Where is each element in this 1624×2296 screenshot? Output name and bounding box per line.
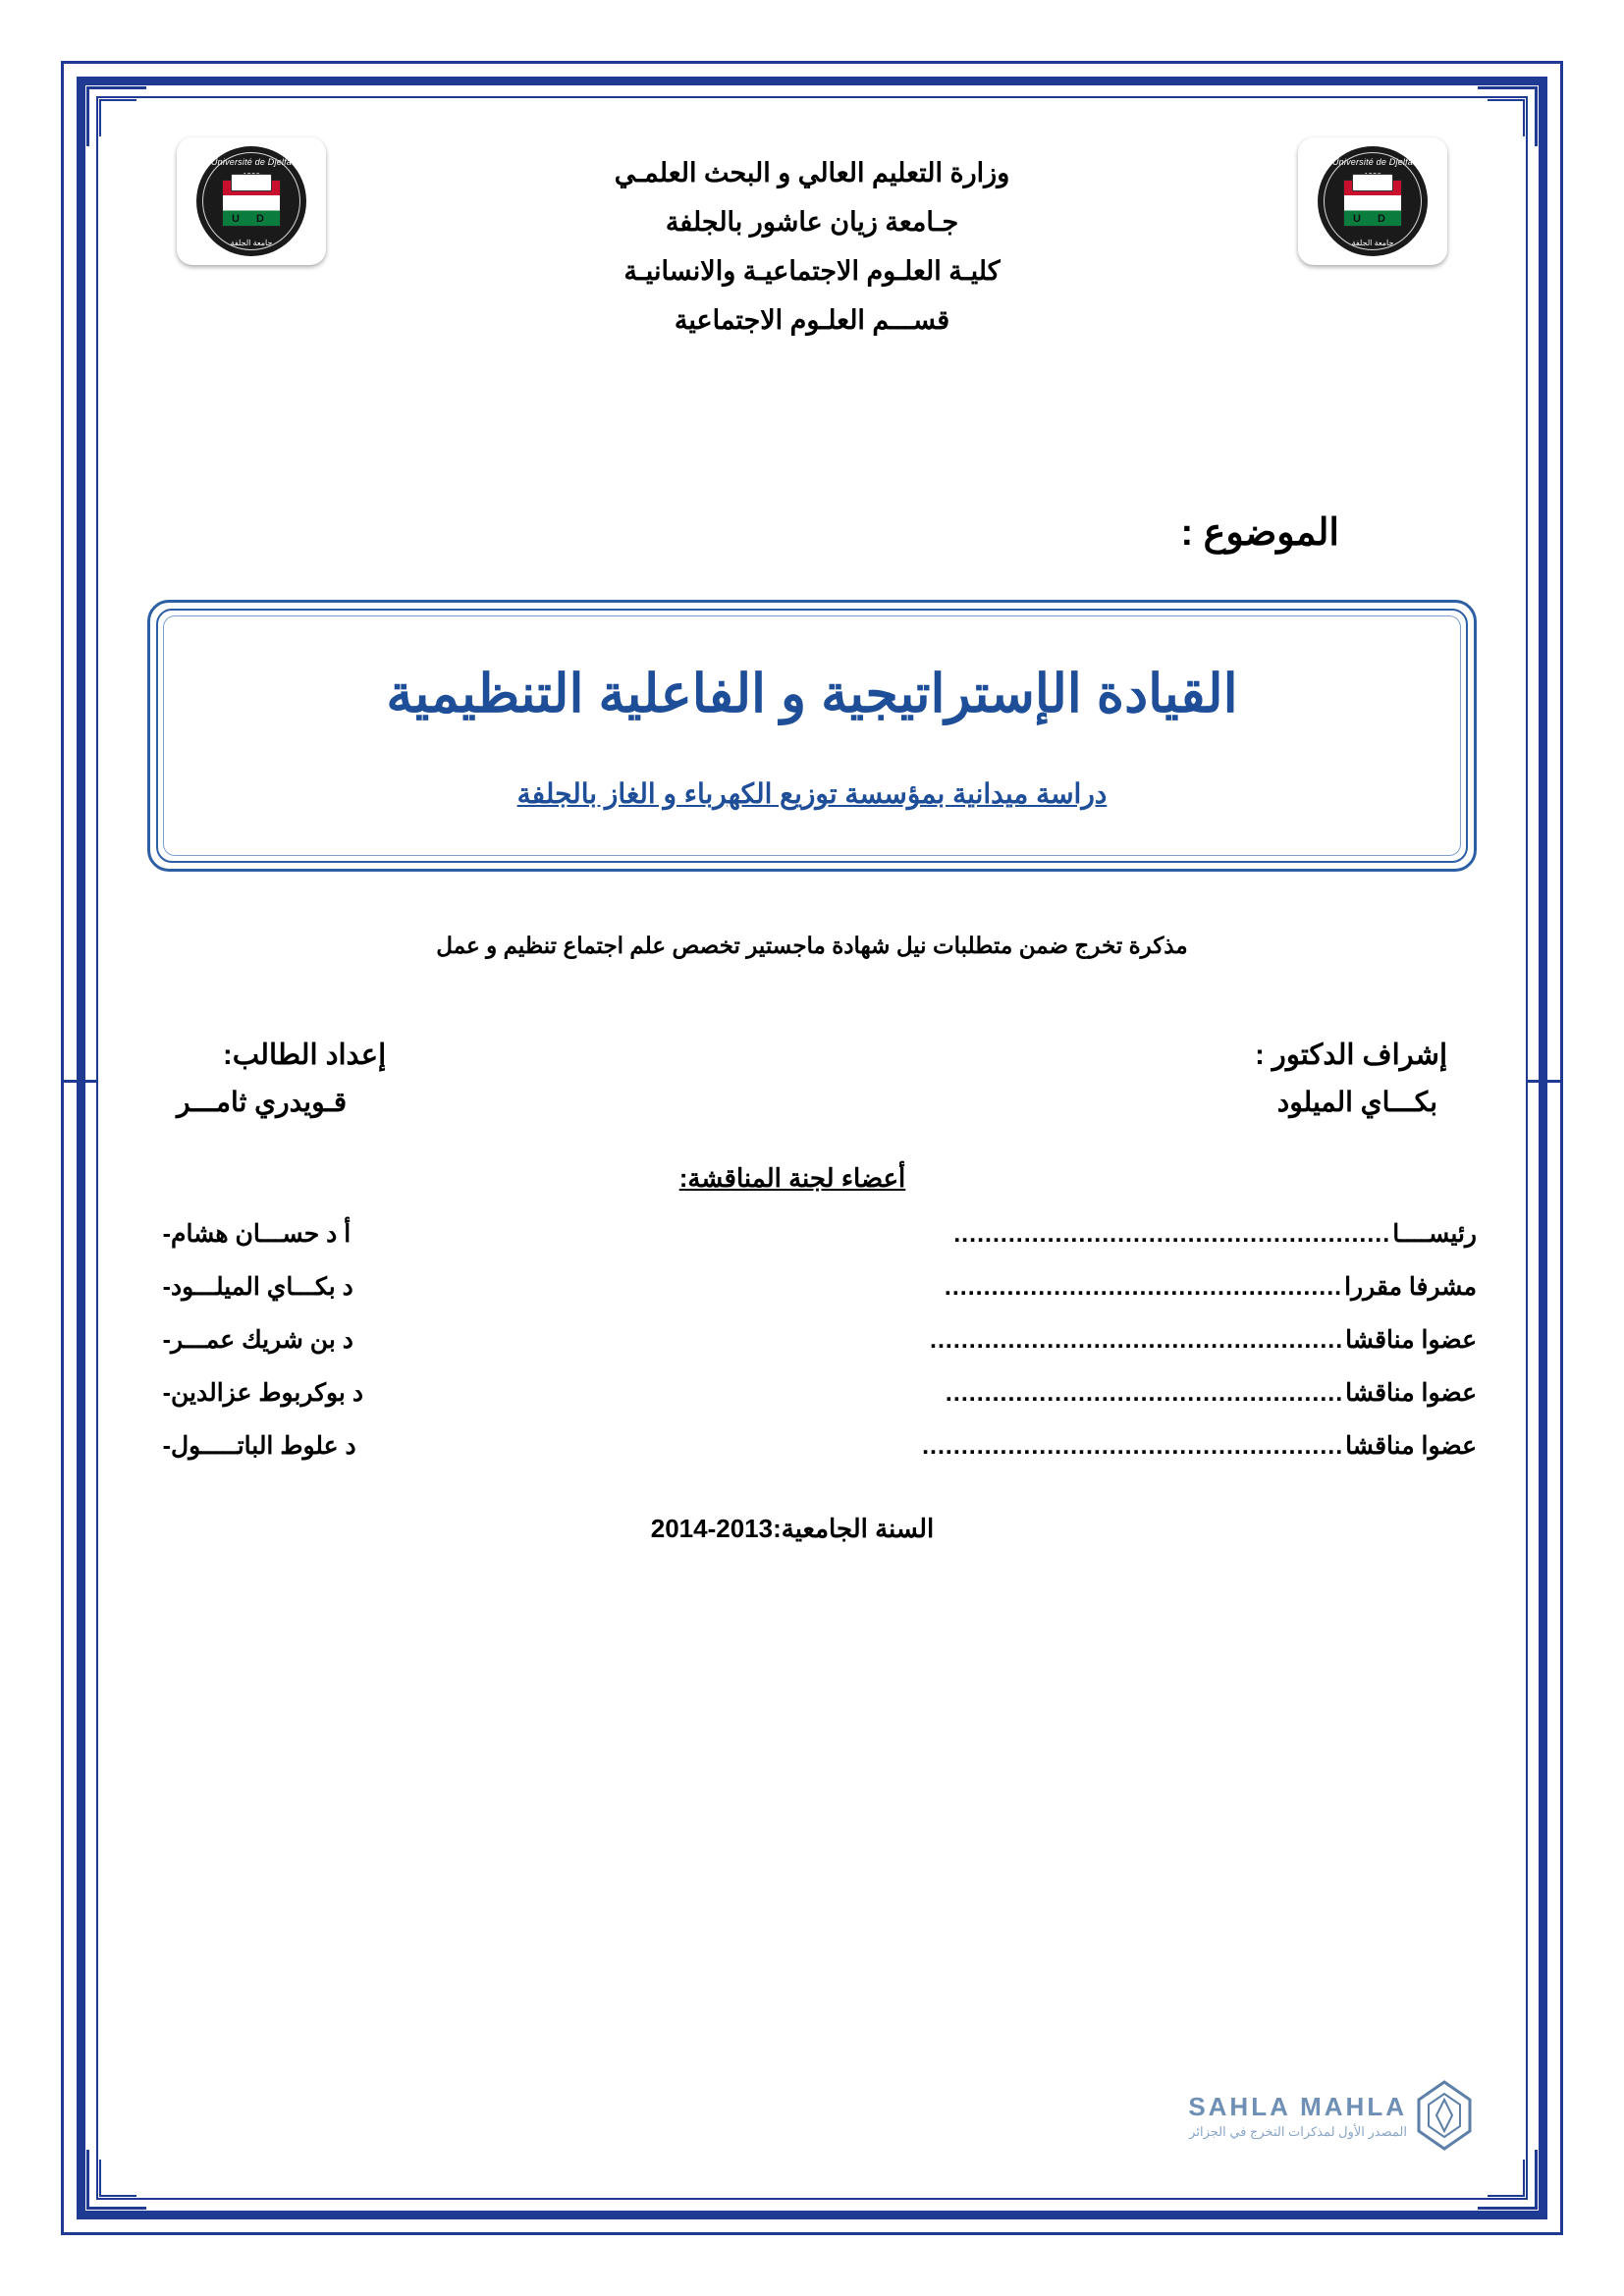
- jury-role: عضوا مناقشا: [1345, 1432, 1477, 1461]
- title-frame-inner: [156, 609, 1468, 863]
- thesis-sub-title: دراسة ميدانية بمؤسسة توزيع الكهرباء و الغاز بالجلفة: [516, 778, 1108, 810]
- jury-dots: ......................................................: [922, 1432, 1344, 1461]
- jury-name: أ د حســـان هشام: [171, 1220, 352, 1249]
- border-tick-right: [1528, 1080, 1563, 1083]
- title-frame: [147, 600, 1477, 872]
- supervisor-role-label: إشراف الدكتور :: [1255, 1040, 1447, 1072]
- document-header: [118, 137, 1506, 334]
- jury-dots: ........................................................: [953, 1220, 1391, 1249]
- jury-row: [147, 1431, 1477, 1461]
- watermark-logo-icon: [1417, 2080, 1472, 2151]
- jury-name: د بوكربوط عزالدين: [171, 1379, 363, 1408]
- supervisor-block: [1127, 1038, 1447, 1118]
- department-line: قســـم العلـوم الاجتماعية: [674, 304, 950, 335]
- subject-label: الموضوع :: [1180, 512, 1339, 554]
- university-line: جـامعة زيان عاشور بالجلفة: [665, 206, 959, 237]
- university-seal-icon-2: [196, 146, 306, 256]
- watermark-text: [1188, 2092, 1407, 2140]
- open-book-icon: [1352, 174, 1393, 191]
- seal-top-text: Université de Djelfa: [1331, 157, 1414, 167]
- jury-role: عضوا مناقشا: [1345, 1326, 1477, 1355]
- jury-row: [147, 1378, 1477, 1408]
- faculty-line: كليـة العلـوم الاجتماعيـة والانسانيـة: [623, 255, 1001, 286]
- jury-name: د بكـــاي الميلـــود: [171, 1273, 353, 1302]
- jury-dash: -: [162, 1379, 171, 1408]
- jury-role: رئيســــا: [1392, 1220, 1477, 1249]
- university-logo-right: [1298, 137, 1447, 265]
- jury-dash: -: [162, 1273, 171, 1302]
- seal-crest-icon-2: [222, 180, 281, 227]
- jury-name: د علوط الباتـــــول: [171, 1432, 356, 1461]
- watermark-name: SAHLA MAHLA: [1188, 2091, 1407, 2121]
- jury-list: [118, 1219, 1506, 1461]
- jury-heading: أعضاء لجنة المناقشة:: [678, 1163, 906, 1194]
- supervisor-name: بكـــاي الميلود: [1276, 1087, 1437, 1118]
- jury-dash: -: [162, 1432, 171, 1461]
- jury-dash: -: [162, 1326, 171, 1355]
- watermark: [1188, 2080, 1472, 2151]
- student-name: قـويدري ثامـــر: [177, 1087, 348, 1118]
- title-frame-inner-2: [163, 615, 1461, 856]
- watermark-tagline: المصدر الأول لمذكرات التخرج في الجزائر: [1189, 2123, 1407, 2139]
- seal-top-text-2: Université de Djelfa: [210, 157, 293, 167]
- student-block: [177, 1038, 386, 1118]
- jury-row: [147, 1219, 1477, 1249]
- student-role-label: إعداد الطالب:: [223, 1040, 387, 1072]
- jury-row: [147, 1272, 1477, 1302]
- jury-role: مشرفا مقررا: [1344, 1273, 1477, 1302]
- university-seal-icon: [1318, 146, 1428, 256]
- academic-year: السنة الجامعية:2013-2014: [650, 1514, 935, 1544]
- jury-dots: ...................................................: [945, 1379, 1344, 1408]
- open-book-icon-2: [231, 174, 272, 191]
- authors-section: [118, 1038, 1506, 1118]
- jury-role: عضوا مناقشا: [1345, 1379, 1477, 1408]
- thesis-main-title: القيادة الإستراتيجية و الفاعلية التنظيمية: [386, 665, 1238, 723]
- seal-initials: U D: [1353, 213, 1392, 225]
- jury-dash: -: [162, 1220, 171, 1249]
- seal-bottom-text-2: جامعة الجلفة: [230, 239, 273, 247]
- jury-dots: ...................................................: [944, 1273, 1343, 1302]
- jury-name: د بن شريك عمـــر: [171, 1326, 353, 1355]
- degree-note: مذكرة تخرج ضمن متطلبات نيل شهادة ماجستير تخصص علم اجتماع تنظيم و عمل: [436, 933, 1188, 959]
- seal-bottom-text: جامعة الجلفة: [1351, 239, 1394, 247]
- document-page: [118, 118, 1506, 2178]
- jury-dots: .....................................................: [930, 1326, 1344, 1355]
- ministry-line: وزارة التعليم العالي و البحث العلمـي: [614, 158, 1010, 187]
- border-tick-left: [61, 1080, 96, 1083]
- jury-row: [147, 1325, 1477, 1355]
- university-logo-left: [177, 137, 326, 265]
- seal-crest-icon: [1343, 180, 1402, 227]
- seal-initials-2: U D: [232, 213, 271, 225]
